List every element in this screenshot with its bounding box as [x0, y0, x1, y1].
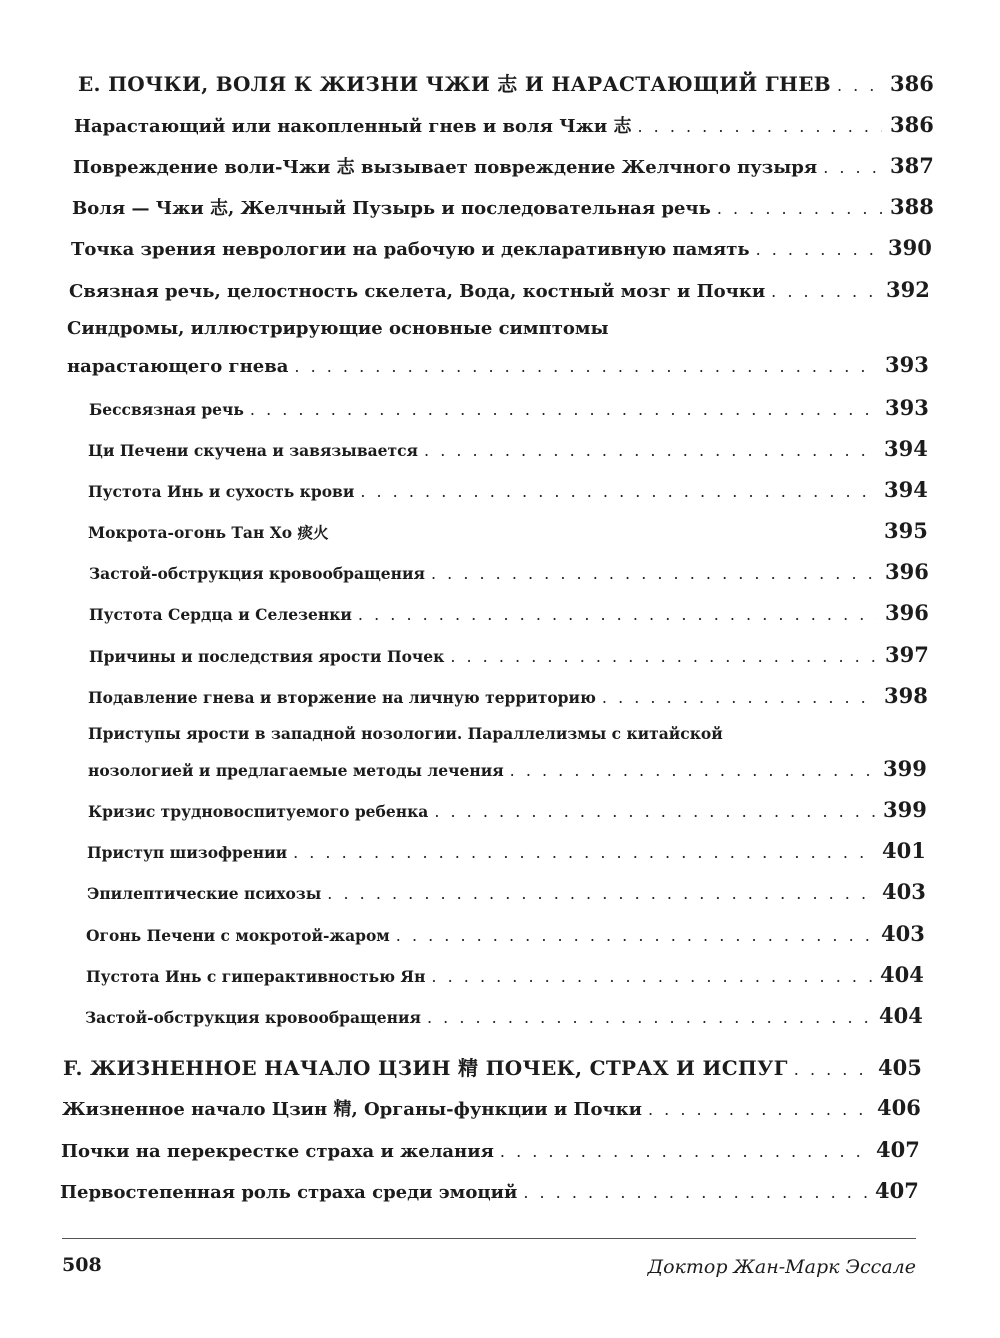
toc-entry-title: Бессвязная речь: [89, 400, 244, 419]
toc-entry-page: 407: [876, 1137, 920, 1162]
toc-subentry: [89, 559, 927, 584]
toc-subentry: [87, 838, 924, 863]
dot-leader: [771, 282, 878, 301]
toc-entry-title: Жизненное начало Цзин 精, Органы-функции и Почки: [62, 1099, 642, 1120]
page-number: 508: [62, 1254, 102, 1276]
dot-leader: [510, 761, 875, 780]
toc-entry-title: Пустота Инь и сухость крови: [88, 482, 355, 501]
dot-leader: [756, 240, 880, 259]
toc-entry-page: 405: [878, 1055, 922, 1080]
dot-leader: [637, 117, 882, 136]
toc-entry-page: 398: [884, 683, 928, 708]
toc-entry-title: Огонь Печени с мокротой-жаром: [86, 926, 390, 945]
toc-subentry: [86, 962, 922, 987]
dot-leader: [450, 647, 877, 666]
toc-entry-title: Воля — Чжи 志, Желчный Пузырь и последовательная речь: [72, 198, 711, 219]
toc-entry: [74, 112, 932, 138]
toc-entry-page: 397: [885, 642, 929, 667]
toc-entry: [67, 352, 927, 377]
toc-entry-title: Точка зрения неврологии на рабочую и декларативную память: [71, 239, 750, 260]
toc-entry-page: 392: [886, 277, 930, 302]
dot-leader: [396, 926, 873, 945]
toc-entry-title: Приступы ярости в западной нозологии. Параллелизмы с китайской: [88, 724, 723, 743]
toc-entry-page: 388: [890, 194, 934, 219]
toc-entry: [62, 1095, 919, 1121]
toc-entry-title: Приступ шизофрении: [87, 843, 288, 862]
toc-entry-page: 401: [882, 838, 926, 863]
toc-section-e: [78, 68, 932, 97]
dot-leader: [431, 967, 872, 986]
toc-subentry: [85, 1003, 921, 1028]
toc-entry: [71, 235, 930, 260]
dot-leader: [602, 688, 876, 707]
toc-entry: [73, 153, 932, 179]
dot-leader: [648, 1100, 869, 1119]
toc-subentry: [88, 756, 925, 781]
dot-leader: [523, 1183, 867, 1202]
toc-entry-page: 406: [877, 1095, 921, 1120]
toc-entry-page: 394: [884, 436, 928, 461]
toc-entry-page: 387: [890, 153, 934, 178]
toc-entry-title: Ци Печени скучена и завязывается: [88, 441, 419, 460]
toc-entry-title: Повреждение воли-Чжи 志 вызывает повреждение Желчного пузыря: [73, 157, 818, 178]
toc-entry-page: 403: [881, 921, 925, 946]
dot-leader: [424, 441, 876, 460]
dot-leader: [717, 199, 882, 218]
toc-subentry: [88, 797, 925, 822]
toc-entry-title: Подавление гнева и вторжение на личную территорию: [88, 688, 596, 707]
toc-entry: [61, 1137, 918, 1162]
toc-entry: [72, 194, 932, 220]
toc-subentry-line1: [88, 724, 723, 743]
toc-entry-title: Пустота Сердца и Селезенки: [89, 605, 352, 624]
toc-subentry: [86, 921, 923, 946]
toc-entry-title: Пустота Инь с гиперактивностью Ян: [86, 967, 426, 986]
toc-section-f: [63, 1052, 920, 1081]
dot-leader: [434, 802, 875, 821]
running-footer-author: Доктор Жан-Марк Эссале: [647, 1256, 916, 1278]
toc-entry-title: Мокрота-огонь Тан Хо 痰火: [88, 523, 329, 542]
dot-leader: [431, 564, 877, 583]
toc-entry: [60, 1178, 917, 1203]
toc-subentry: [89, 395, 927, 420]
dot-leader: [837, 76, 882, 95]
toc-subentry: [88, 683, 926, 708]
toc-entry-title: Эпилептические психозы: [87, 884, 322, 903]
toc-entry-page: 404: [879, 1003, 923, 1028]
toc-entry-title: Синдромы, иллюстрирующие основные симптомы: [67, 318, 609, 339]
toc-entry-page: 407: [875, 1178, 919, 1203]
dot-leader: [358, 605, 877, 624]
toc-entry-line1: [67, 318, 609, 339]
toc-entry-page: 399: [883, 797, 927, 822]
dot-leader: [794, 1060, 870, 1079]
dot-leader: [360, 482, 876, 501]
toc-subentry: [89, 600, 927, 625]
toc-entry-page: 390: [888, 235, 932, 260]
toc-entry-page: 386: [890, 71, 934, 96]
toc-entry-page: 403: [882, 879, 926, 904]
dot-leader: [427, 1008, 871, 1027]
toc-entry-title-cont: нозологией и предлагаемые методы лечения: [88, 761, 504, 780]
toc-entry-page: 394: [884, 477, 928, 502]
dot-leader: [823, 158, 882, 177]
toc-entry-title: Причины и последствия ярости Почек: [89, 647, 445, 666]
footer-divider: [62, 1238, 916, 1239]
toc-entry-title: Почки на перекрестке страха и желания: [61, 1141, 494, 1162]
toc-entry-page: 393: [885, 352, 929, 377]
toc-entry-page: 396: [885, 559, 929, 584]
dot-leader: [294, 357, 877, 376]
toc-entry-page: 393: [885, 395, 929, 420]
dot-leader: [327, 884, 874, 903]
toc-entry-title: Застой-обструкция кровообращения: [85, 1008, 421, 1027]
toc-entry-title: Кризис трудновоспитуемого ребенка: [88, 802, 429, 821]
toc-entry-title: Первостепенная роль страха среди эмоций: [60, 1182, 518, 1203]
toc-entry-page: 395: [884, 518, 928, 543]
toc-entry-page: 396: [885, 600, 929, 625]
toc-subentry: [88, 518, 926, 543]
toc-entry-title: Нарастающий или накопленный гнев и воля Чжи 志: [74, 116, 632, 137]
toc-subentry: [88, 477, 926, 502]
toc-entry-page: 404: [880, 962, 924, 987]
toc-entry-title: Связная речь, целостность скелета, Вода, костный мозг и Почки: [69, 281, 766, 302]
dot-leader: [293, 843, 874, 862]
toc-entry-page: 386: [890, 112, 934, 137]
toc-entry: [69, 277, 928, 302]
dot-leader: [250, 400, 877, 419]
dot-leader: [500, 1142, 868, 1161]
toc-entry-title: Застой-обструкция кровообращения: [89, 564, 425, 583]
toc-subentry: [89, 642, 927, 667]
toc-subentry: [88, 436, 926, 461]
toc-entry-page: 399: [883, 756, 927, 781]
toc-entry-title: F. ЖИЗНЕННОЕ НАЧАЛО ЦЗИН 精 ПОЧЕК, СТРАХ И ИСПУГ: [63, 1056, 788, 1080]
toc-subentry: [87, 879, 924, 904]
toc-entry-title: E. ПОЧКИ, ВОЛЯ К ЖИЗНИ ЧЖИ 志 И НАРАСТАЮЩИЙ ГНЕВ: [78, 72, 831, 96]
toc-entry-title-cont: нарастающего гнева: [67, 356, 289, 377]
